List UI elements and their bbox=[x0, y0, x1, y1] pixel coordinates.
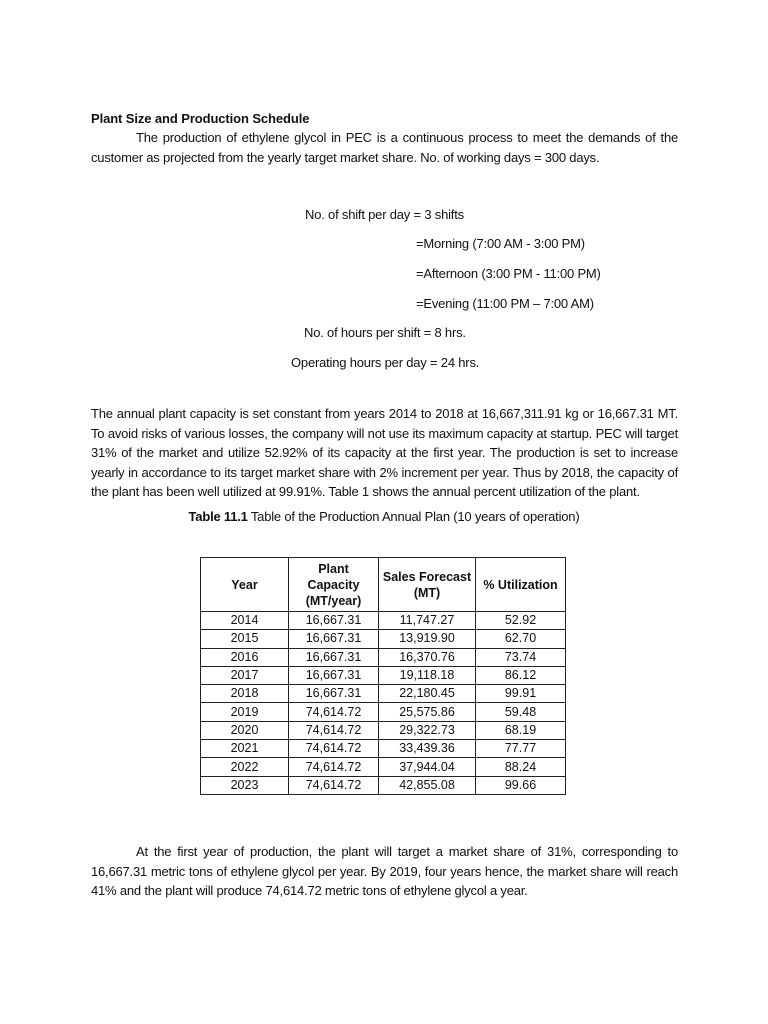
cell-year: 2015 bbox=[201, 630, 289, 648]
operating-hours: Operating hours per day = 24 hrs. bbox=[291, 355, 480, 370]
shift-evening: =Evening (11:00 PM – 7:00 AM) bbox=[416, 296, 594, 311]
capacity-paragraph: The annual plant capacity is set constant from years 2014 to 2018 at 16,667,311.91 kg or 16,667.31 MT. To avoid risks of various losses, the company will not use its maximum capacity at startup. PEC will target 31% of the market and utilize 52.92% of its capacity at the first year. The production is set to increase yearly in accordance to its target market share with 2% increment per year. Thus by 2018, the capacity of the plant has been well utilized at 99.91%. Table 1 shows the annual percent utilization of the plant. bbox=[91, 406, 678, 499]
cell-utilization: 88.24 bbox=[476, 758, 566, 776]
cell-utilization: 99.91 bbox=[476, 685, 566, 703]
cell-utilization: 86.12 bbox=[476, 666, 566, 684]
cell-year: 2023 bbox=[201, 776, 289, 794]
cell-plant-capacity: 74,614.72 bbox=[289, 703, 379, 721]
cell-year: 2021 bbox=[201, 740, 289, 758]
table-row bbox=[201, 630, 566, 648]
cell-plant-capacity: 16,667.31 bbox=[289, 612, 379, 630]
table-row bbox=[201, 776, 566, 794]
cell-sales-forecast: 13,919.90 bbox=[379, 630, 476, 648]
conclusion-paragraph bbox=[91, 842, 678, 901]
table-row bbox=[201, 648, 566, 666]
cell-sales-forecast: 22,180.45 bbox=[379, 685, 476, 703]
cell-utilization: 62.70 bbox=[476, 630, 566, 648]
header-sales-forecast: Sales Forecast (MT) bbox=[379, 558, 476, 612]
table-row bbox=[201, 758, 566, 776]
cell-plant-capacity: 74,614.72 bbox=[289, 721, 379, 739]
table-row bbox=[201, 612, 566, 630]
cell-plant-capacity: 16,667.31 bbox=[289, 648, 379, 666]
cell-sales-forecast: 16,370.76 bbox=[379, 648, 476, 666]
table-number: Table 11.1 bbox=[188, 509, 248, 524]
cell-plant-capacity: 74,614.72 bbox=[289, 758, 379, 776]
cell-sales-forecast: 25,575.86 bbox=[379, 703, 476, 721]
cell-plant-capacity: 74,614.72 bbox=[289, 776, 379, 794]
cell-utilization: 68.19 bbox=[476, 721, 566, 739]
cell-sales-forecast: 11,747.27 bbox=[379, 612, 476, 630]
shifts-per-day: No. of shift per day = 3 shifts bbox=[305, 207, 464, 222]
cell-year: 2020 bbox=[201, 721, 289, 739]
cell-utilization: 99.66 bbox=[476, 776, 566, 794]
cell-year: 2016 bbox=[201, 648, 289, 666]
table-body bbox=[201, 612, 566, 795]
cell-sales-forecast: 33,439.36 bbox=[379, 740, 476, 758]
cell-sales-forecast: 29,322.73 bbox=[379, 721, 476, 739]
shift-afternoon: =Afternoon (3:00 PM - 11:00 PM) bbox=[416, 266, 601, 281]
header-year: Year bbox=[201, 558, 289, 612]
cell-sales-forecast: 19,118.18 bbox=[379, 666, 476, 684]
table-row bbox=[201, 685, 566, 703]
cell-sales-forecast: 37,944.04 bbox=[379, 758, 476, 776]
hours-per-shift: No. of hours per shift = 8 hrs. bbox=[304, 325, 466, 340]
cell-plant-capacity: 16,667.31 bbox=[289, 630, 379, 648]
cell-year: 2022 bbox=[201, 758, 289, 776]
table-caption-text: Table of the Production Annual Plan (10 years of operation) bbox=[247, 509, 580, 524]
conclusion-text: At the first year of production, the plant will target a market share of 31%, corresponding to 16,667.31 metric tons of ethylene glycol per year. By 2019, four years hence, the market share will reach 41% and the plant will produce 74,614.72 metric tons of ethylene glycol a year. bbox=[91, 844, 678, 898]
header-utilization: % Utilization bbox=[476, 558, 566, 612]
table-caption bbox=[0, 509, 768, 524]
production-plan-table bbox=[200, 557, 566, 795]
cell-utilization: 73.74 bbox=[476, 648, 566, 666]
cell-plant-capacity: 16,667.31 bbox=[289, 666, 379, 684]
intro-paragraph bbox=[91, 128, 678, 167]
table-row bbox=[201, 703, 566, 721]
table-row bbox=[201, 666, 566, 684]
table-row bbox=[201, 740, 566, 758]
section-heading: Plant Size and Production Schedule bbox=[91, 111, 310, 126]
intro-text: The production of ethylene glycol in PEC is a continuous process to meet the demands of the customer as projected from the yearly target market share. No. of working days = 300 days. bbox=[91, 130, 678, 165]
cell-utilization: 77.77 bbox=[476, 740, 566, 758]
cell-sales-forecast: 42,855.08 bbox=[379, 776, 476, 794]
header-plant-capacity: Plant Capacity (MT/year) bbox=[289, 558, 379, 612]
cell-plant-capacity: 16,667.31 bbox=[289, 685, 379, 703]
cell-utilization: 59.48 bbox=[476, 703, 566, 721]
cell-year: 2014 bbox=[201, 612, 289, 630]
shift-morning: =Morning (7:00 AM - 3:00 PM) bbox=[416, 236, 585, 251]
cell-utilization: 52.92 bbox=[476, 612, 566, 630]
table-header-row bbox=[201, 558, 566, 612]
cell-year: 2019 bbox=[201, 703, 289, 721]
table-row bbox=[201, 721, 566, 739]
cell-year: 2018 bbox=[201, 685, 289, 703]
cell-plant-capacity: 74,614.72 bbox=[289, 740, 379, 758]
cell-year: 2017 bbox=[201, 666, 289, 684]
